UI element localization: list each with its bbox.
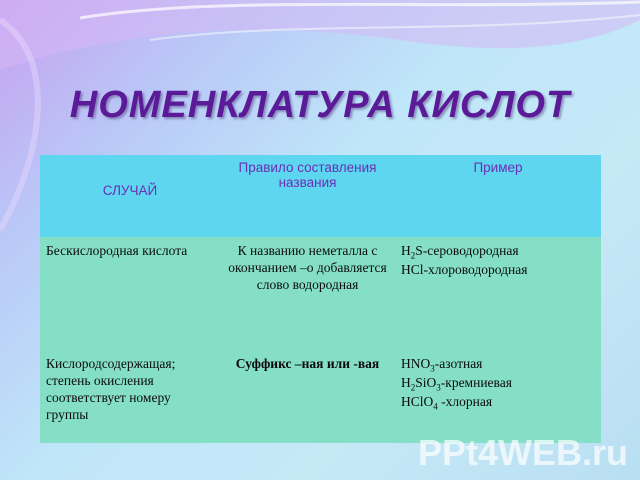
cell-case: Кислородсодержащая; степень окисления соответствует номеру группы: [40, 350, 220, 443]
example-line: HClO$_4$ -хлорная: [401, 393, 493, 412]
example-line: HCl-хлороводородная: [401, 261, 528, 277]
slide-title: НОМЕНКЛАТУРА КИСЛОТ: [69, 84, 571, 126]
cell-examples: [395, 350, 601, 443]
cell-examples: [395, 237, 601, 350]
watermark: PPt4WEB.ru: [417, 432, 628, 473]
table-row: [40, 350, 601, 443]
header-example: Пример: [395, 155, 601, 237]
header-rule: Правило составления названия: [220, 155, 395, 237]
example-line: $HNO_3$-азотная: [401, 356, 483, 374]
cell-rule: К названию неметалла с окончанием –о добавляется слово водородная: [220, 237, 395, 350]
nomenclature-table: [40, 155, 601, 443]
cell-rule: Суффикс –ная или -вая: [220, 350, 395, 443]
header-case: СЛУЧАЙ: [40, 155, 220, 237]
example-line: $H_2S$-сероводородная: [401, 243, 519, 261]
cell-case: Бескислородная кислота: [40, 237, 220, 350]
table-row: [40, 237, 601, 350]
example-line: $H_2SiO_3$-кремниевая: [401, 374, 512, 393]
table-header-row: [40, 155, 601, 237]
